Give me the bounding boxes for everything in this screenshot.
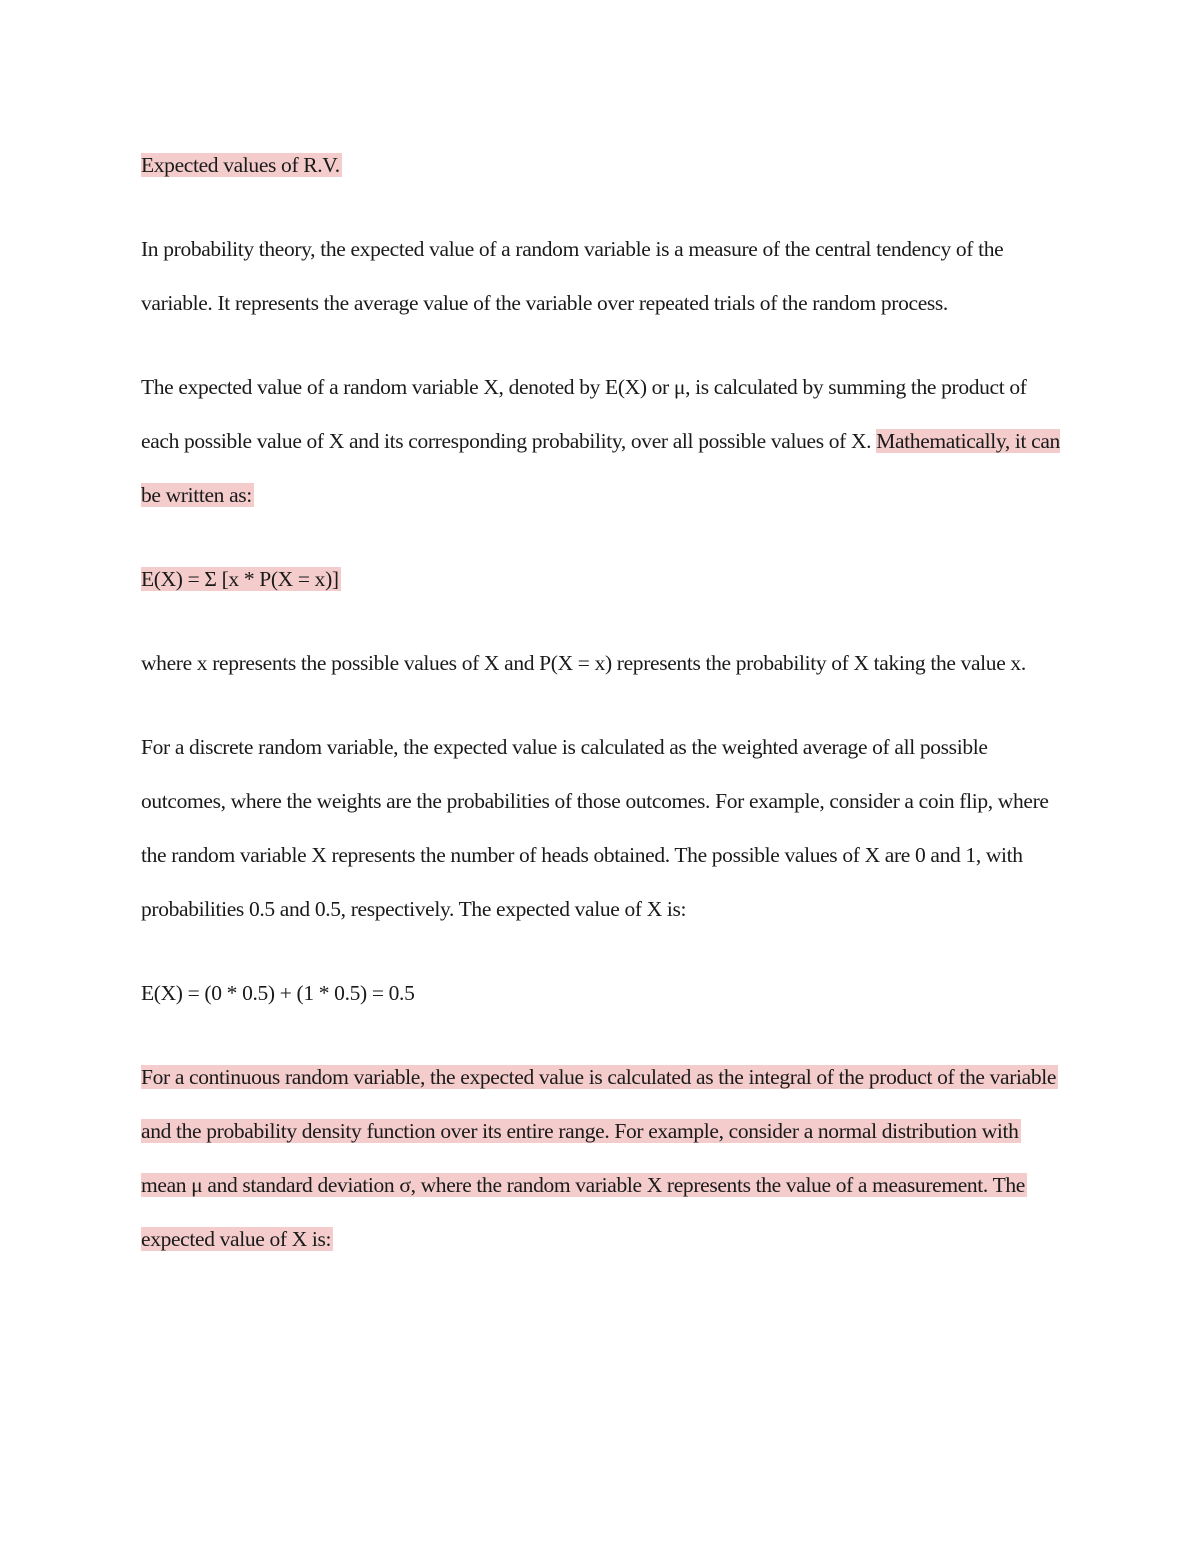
title-highlight: Expected values of R.V. [141, 153, 340, 177]
paragraph-definition: In probability theory, the expected value of a random variable is a measure of the central tendency of the variable. It represents the average value of the variable over repeated trials of the random process. [141, 237, 1004, 315]
paragraph-where: where x represents the possible values of X and P(X = x) represents the probability of X taking the value x. [141, 651, 1026, 675]
paragraph-calculation [141, 360, 1066, 522]
paragraph-discrete: For a discrete random variable, the expected value is calculated as the weighted average of all possible outcomes, where the weights are the probabilities of those outcomes. For example, consider a coin flip, where the random variable X represents the number of heads obtained. The possible values of X are 0 and 1, with probabilities 0.5 and 0.5, respectively. The expected value of X is: [141, 735, 1049, 921]
document-body [141, 138, 1066, 1296]
document-title [141, 138, 1066, 192]
paragraph-calculation-highlight: Mathematically, it can be written as: [141, 429, 1060, 507]
formula-expected-value-highlight: E(X) = Σ [x * P(X = x)] [141, 567, 339, 591]
paragraph-continuous [141, 1050, 1066, 1266]
formula-coin-flip: E(X) = (0 * 0.5) + (1 * 0.5) = 0.5 [141, 981, 415, 1005]
paragraph-continuous-highlight: For a continuous random variable, the expected value is calculated as the integral of the product of the variable and the probability density function over its entire range. For example, consider a normal distribution with mean μ and standard deviation σ, where the random variable X represents the value of a measurement. The expected value of X is: [141, 1065, 1057, 1251]
formula-expected-value [141, 552, 1066, 606]
paragraph-calculation-text: The expected value of a random variable X, denoted by E(X) or μ, is calculated by summing the product of each possible value of X and its corresponding probability, over all possible values of X. [141, 375, 1027, 453]
